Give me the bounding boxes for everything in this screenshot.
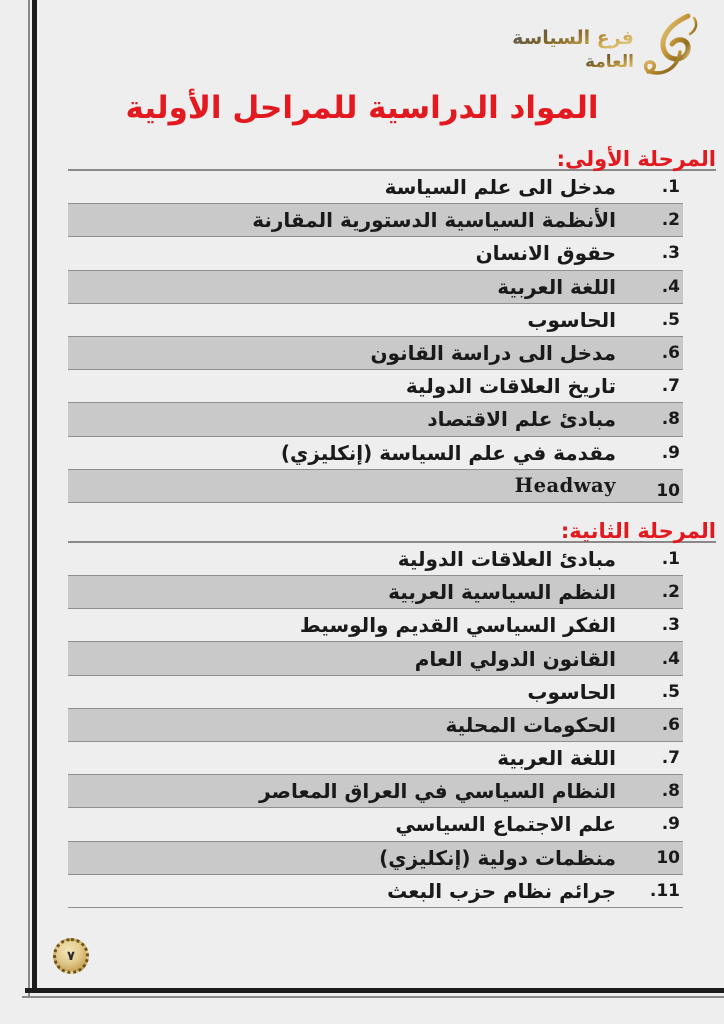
- row-number: 11.: [649, 880, 680, 901]
- calligraphy-flourish-icon: [636, 12, 706, 88]
- page-number: ٧: [67, 948, 75, 964]
- row-text: الحاسوب: [527, 307, 616, 332]
- row-number: 8.: [661, 409, 680, 430]
- row-number: 8.: [661, 781, 680, 802]
- page-border-left-thin: [28, 0, 30, 998]
- list-row: [68, 204, 683, 237]
- row-text: مبادئ العلاقات الدولية: [397, 546, 616, 571]
- list-row: [68, 875, 683, 908]
- page-number-seal: [53, 938, 89, 974]
- row-text: النظم السياسية العربية: [388, 580, 616, 605]
- row-number: 3.: [661, 615, 680, 636]
- row-text: مدخل الى علم السياسة: [384, 175, 616, 200]
- list-row: [68, 437, 683, 470]
- list-row: [68, 842, 683, 875]
- sections-container: [68, 148, 716, 908]
- row-text: اللغة العربية: [497, 746, 616, 771]
- list-row: [68, 543, 683, 576]
- page-border-bottom-thick: [25, 988, 724, 993]
- list-row: [68, 576, 683, 609]
- list-row: [68, 609, 683, 642]
- row-number: 2.: [661, 210, 680, 231]
- row-number: 10: [656, 847, 680, 868]
- list-row: [68, 337, 683, 370]
- page-title: المواد الدراسية للمراحل الأولية: [125, 90, 599, 126]
- row-text: الأنظمة السياسية الدستورية المقارنة: [252, 208, 616, 233]
- row-number: 9.: [661, 814, 680, 835]
- logo-text: [512, 27, 634, 73]
- page-border-bottom-thin: [22, 996, 724, 998]
- list-row: [68, 642, 683, 675]
- list-row: [68, 237, 683, 270]
- row-number: 4.: [661, 276, 680, 297]
- section-rows: [68, 171, 683, 503]
- section-header: المرحلة الثانية:: [68, 520, 716, 543]
- row-text: النظام السياسي في العراق المعاصر: [259, 779, 616, 804]
- row-text: تاريخ العلاقات الدولية: [405, 374, 616, 399]
- list-row: [68, 370, 683, 403]
- row-text: علم الاجتماع السياسي: [395, 812, 616, 837]
- list-row: [68, 470, 683, 503]
- row-number: 10: [656, 480, 680, 501]
- row-number: 5.: [661, 681, 680, 702]
- row-text: حقوق الانسان: [475, 241, 616, 266]
- logo-text-line1: فرع السياسة: [512, 27, 634, 49]
- row-text: مقدمة في علم السياسة (إنكليزي): [280, 440, 616, 465]
- row-number: 3.: [661, 243, 680, 264]
- row-number: 1.: [661, 548, 680, 569]
- department-logo: [512, 12, 706, 88]
- row-text: الحاسوب: [527, 679, 616, 704]
- row-number: 6.: [661, 714, 680, 735]
- row-number: 7.: [661, 748, 680, 769]
- row-text: مبادئ علم الاقتصاد: [427, 407, 616, 432]
- row-number: 2.: [661, 582, 680, 603]
- row-number: 5.: [661, 309, 680, 330]
- row-text: Headway: [514, 474, 616, 498]
- row-number: 6.: [661, 343, 680, 364]
- row-number: 9.: [661, 442, 680, 463]
- section-rows: [68, 543, 683, 908]
- list-row: [68, 709, 683, 742]
- logo-text-line2: العامة: [584, 51, 634, 72]
- row-text: جرائم نظام حزب البعث: [387, 878, 616, 903]
- list-row: [68, 676, 683, 709]
- list-row: [68, 304, 683, 337]
- page-border-left-thick: [32, 0, 37, 993]
- row-text: الحكومات المحلية: [445, 712, 616, 737]
- row-text: اللغة العربية: [497, 274, 616, 299]
- row-text: القانون الدولي العام: [414, 646, 616, 671]
- row-number: 7.: [661, 376, 680, 397]
- list-row: [68, 775, 683, 808]
- list-row: [68, 808, 683, 841]
- list-row: [68, 403, 683, 436]
- list-row: [68, 271, 683, 304]
- row-text: مدخل الى دراسة القانون: [370, 341, 616, 366]
- row-text: الفكر السياسي القديم والوسيط: [299, 613, 616, 638]
- section-header: المرحلة الأولى:: [68, 148, 716, 171]
- list-row: [68, 171, 683, 204]
- row-number: 4.: [661, 648, 680, 669]
- row-text: منظمات دولية (إنكليزي): [379, 845, 616, 870]
- list-row: [68, 742, 683, 775]
- row-number: 1.: [661, 177, 680, 198]
